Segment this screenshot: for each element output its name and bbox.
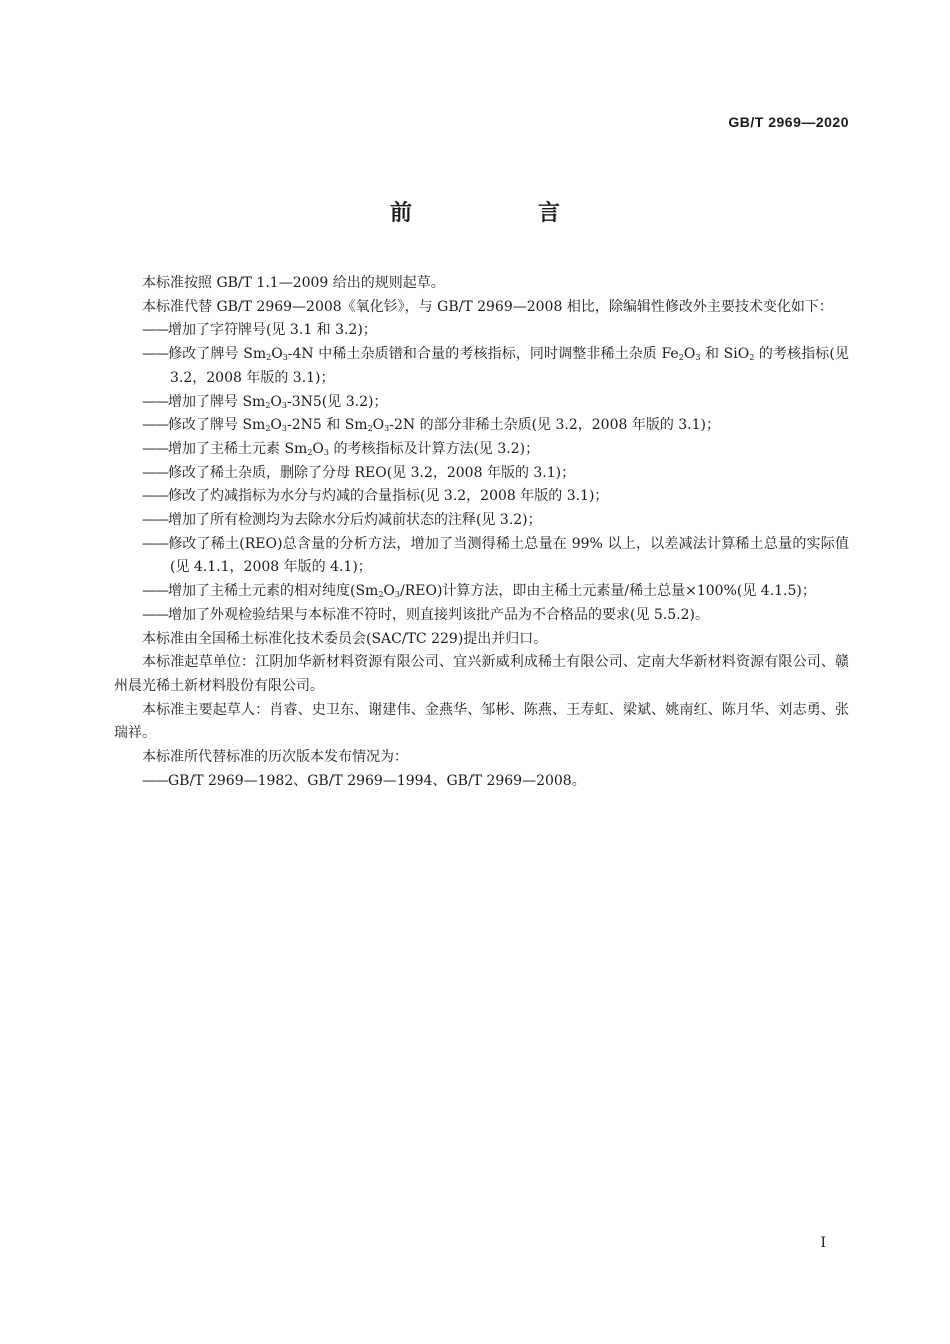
paragraph-drafting-units: 本标准起草单位：江阴加华新材料资源有限公司、宜兴新威利成稀土有限公司、定南大华新材料资源有限公司、赣州晨光稀土新材料股份有限公司。 [114, 654, 849, 694]
paragraph-drafters: 本标准主要起草人：肖睿、史卫东、谢建伟、金燕华、邹彬、陈燕、王寿虹、梁斌、姚南红、陈月华、刘志勇、张瑞祥。 [114, 701, 849, 742]
list-item: ——增加了牌号 $Sm_2O_3-3N5$(见 3.2)； [142, 393, 388, 410]
list-item: ——增加了外观检验结果与本标准不符时，则直接判该批产品为不合格品的要求(见 5.5.2)。 [142, 606, 709, 623]
list-item: ——增加了字符牌号(见 3.1 和 3.2)； [142, 322, 377, 339]
page-title: 前 言 [389, 201, 612, 226]
list-item: ——修改了稀土杂质，删除了分母 REO(见 3.2，2008 年版的 3.1)； [142, 464, 576, 481]
list-item: ——修改了灼减指标为水分与灼减的合量指标(见 3.2，2008 年版的 3.1)； [142, 488, 609, 505]
document-body [114, 272, 849, 793]
list-item: ——增加了所有检测均为去除水分后灼减前状态的注释(见 3.2)； [142, 512, 542, 529]
list-item: ——增加了主稀土元素的相对纯度$(Sm_2O_3/REO)$计算方法，即由主稀土元素量/稀土总量×100%(见 4.1.5)； [142, 583, 816, 600]
paragraph-history: 本标准所代替标准的历次版本发布情况为： [142, 749, 408, 766]
list-item: ——修改了稀土(REO)总含量的分析方法，增加了当测得稀土总量在 99% 以上，以差减法计算稀土总量的实际值(见 4.1.1，2008 年版的 4.1)； [142, 535, 849, 576]
standard-code: GB/T 2969—2020 [728, 114, 849, 130]
paragraph-drafting-rules: 本标准按照 GB/T 1.1—2009 给出的规则起草。 [142, 275, 445, 291]
list-item: ——GB/T 2969—1982、GB/T 2969—1994、GB/T 2969—2008。 [142, 772, 586, 789]
list-item: ——增加了主稀土元素 $Sm_2O_3$ 的考核指标及计算方法(见 3.2)； [142, 440, 540, 457]
paragraph-proposer: 本标准由全国稀土标准化技术委员会(SAC/TC 229)提出并归口。 [142, 630, 548, 647]
list-item: ——修改了牌号 $Sm_2O_3-4N$ 中稀土杂质镨和合量的考核指标，同时调整非稀土杂质 $Fe_2O_3$ 和 SiO$_2$ 的考核指标(见 3.2，2008 年版的 3.1)； [142, 346, 849, 386]
page-number: I [820, 1235, 826, 1251]
paragraph-replacement: 本标准代替 GB/T 2969—2008《氧化钐》，与 GB/T 2969—2008 相比，除编辑性修改外主要技术变化如下： [142, 298, 833, 315]
list-item: ——修改了牌号 $Sm_2O_3-2N5$ 和 $Sm_2O_3-2N$ 的部分非稀土杂质(见 3.2，2008 年版的 3.1)； [142, 417, 721, 434]
